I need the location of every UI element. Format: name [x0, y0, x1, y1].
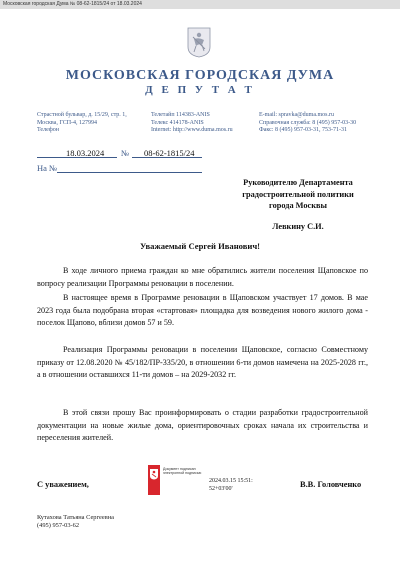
moscow-coat-of-arms-icon — [187, 27, 211, 58]
greeting: Уважаемый Сергей Иванович! — [139, 241, 261, 251]
contact-line: Страстной бульвар, д. 15/29, стр. 1, — [37, 112, 127, 118]
document-topbar: Московская городская Дума № 08-62-1815/24 от 18.03.2024 — [0, 0, 400, 9]
contact-line: Москва, ГСП-4, 127994 — [37, 119, 98, 126]
signer-name: В.В. Головченко — [300, 480, 362, 489]
letter-paragraph: В настоящее время в Программе реновации в Щаповском участвует 17 домов. В мае 2023 года была подобрана вторая «стартовая» площадка для возведения нового жилого дома - поселок Щапово, вблизи домов 57 и 59. — [37, 293, 368, 327]
date-underline — [37, 157, 117, 158]
electronic-signature-stamp — [148, 465, 298, 499]
contact-line: E-mail: spravka@duma.mos.ru — [259, 112, 335, 118]
executor-block — [37, 514, 114, 530]
executor-name: Кутахова Татьяна Сергеевна — [37, 514, 114, 521]
addressee-name: Левкину С.И. — [272, 222, 324, 231]
stamp-date — [209, 478, 253, 493]
addressee-line: градостроительной политики — [242, 189, 354, 199]
contact-line: Справочная служба: 8 (495) 957-03-30 — [259, 119, 357, 126]
contacts-telecom — [151, 112, 233, 135]
closing-phrase: С уважением, — [37, 480, 89, 489]
executor-phone: (495) 957-03-62 — [37, 522, 80, 530]
contact-line: Телекс 414178-ANIS — [151, 119, 204, 126]
org-title: МОСКОВСКАЯ ГОРОДСКАЯ ДУМА — [65, 68, 335, 83]
stamp-caption-line: электронной подписью — [163, 471, 202, 476]
stamp-logo-icon — [148, 465, 160, 495]
contacts-email — [259, 112, 356, 135]
registration-no-label: № — [121, 148, 130, 158]
registration-date: 18.03.2024 — [66, 148, 105, 158]
reply-underline — [57, 172, 202, 173]
letter-paragraph: В этой связи прошу Вас проинформировать о стадии разработки градостроительной документации на новые жилые дома, ориентировочных сроках начала их строительства и переселения жителей. — [37, 408, 368, 442]
contact-line: Internet: http://www.duma.mos.ru — [151, 127, 233, 134]
letter-paragraph: Реализация Программы реновации в поселении Щаповское, согласно Совместному приказу от 12.08.2020 № 45/182/ПР-335/20, в отношении 6-ти домов намечена на 2025-2028 гг., а в отношении оставшихся 11-ти домов – на 2029-2032 гг. — [37, 345, 368, 379]
contact-line: Факс: 8 (495) 957-03-31, 753-71-31 — [259, 127, 347, 134]
addressee-line: Руководителю Департамента — [243, 178, 353, 187]
stamp-caption — [163, 467, 218, 476]
stamp-caption-line: Документ подписан — [163, 467, 196, 471]
registration-number: 08-62-1815/24 — [144, 148, 195, 158]
contact-line: Телетайп 114383-ANIS — [151, 112, 210, 118]
addressee-line: города Москвы — [269, 201, 327, 210]
addressee-block — [228, 177, 368, 212]
letter-paragraph: В ходе личного приема граждан ко мне обратились жители поселения Щаповское по вопросу реализации Программы реновации в поселении. — [37, 266, 368, 288]
deputy-title: Д Е П У Т А Т — [145, 84, 255, 96]
contact-line: Телефон — [37, 127, 59, 134]
reply-label: На № — [37, 163, 58, 173]
stamp-date-line: 52+03'00' — [209, 485, 233, 492]
stamp-date-line: 2024.03.15 15:51: — [209, 478, 253, 484]
number-underline — [132, 157, 202, 158]
contacts-address — [37, 112, 127, 135]
